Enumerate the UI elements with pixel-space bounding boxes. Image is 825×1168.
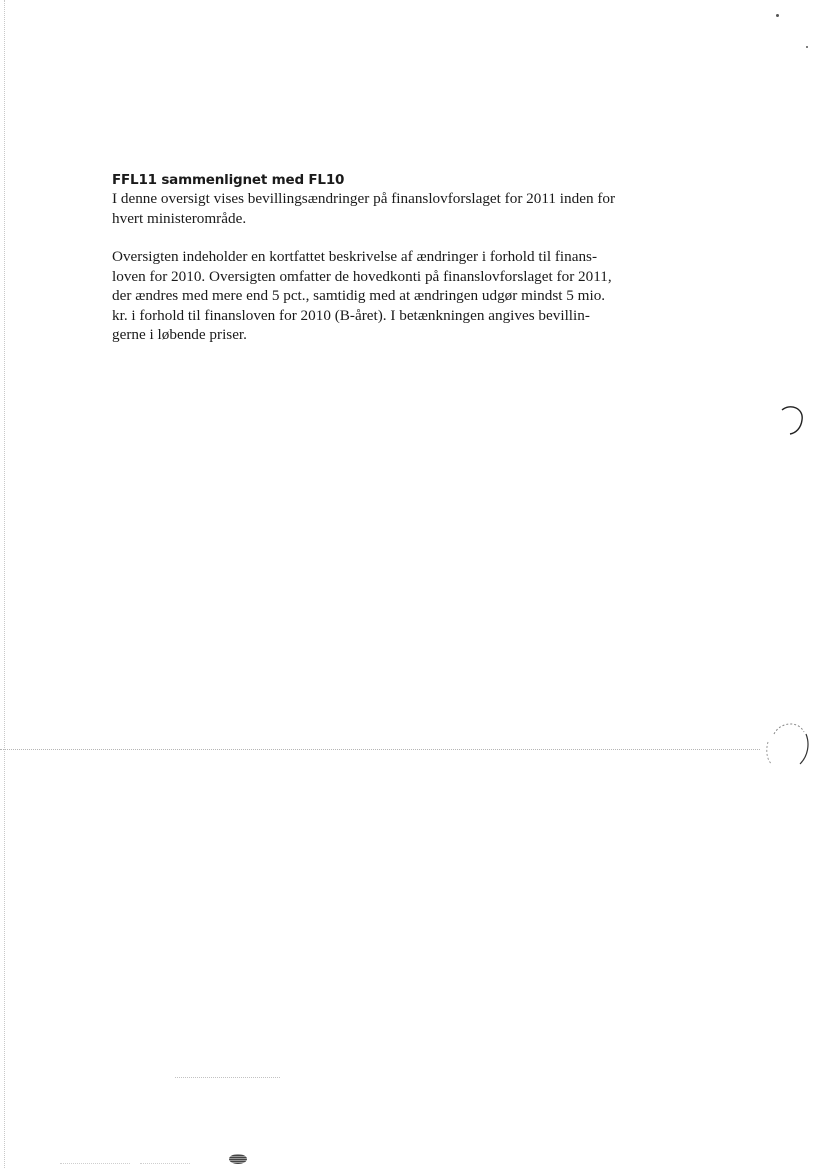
text-line: hvert ministerområde. xyxy=(112,209,247,227)
text-line: gerne i løbende priser. xyxy=(112,326,247,343)
description-paragraph xyxy=(112,247,652,345)
scan-artifact-line xyxy=(140,1163,190,1164)
intro-paragraph xyxy=(112,189,652,228)
scan-artifact-line xyxy=(60,1163,130,1164)
scan-blot xyxy=(229,1154,247,1164)
text-line: kr. i forhold til finansloven for 2010 (B-året). I betænkningen angives bevillin- xyxy=(112,306,590,324)
scan-speck xyxy=(806,46,808,48)
text-line: I denne oversigt vises bevillingsændringer på finanslovforslaget for 2011 inden for xyxy=(112,190,616,207)
text-line: Oversigten indeholder en kortfattet beskrivelse af ændringer i forhold til finans- xyxy=(112,248,598,265)
scan-artifact-line xyxy=(175,1077,280,1078)
scan-edge-line xyxy=(4,0,5,1168)
text-line: loven for 2010. Oversigten omfatter de hovedkonti på finanslovforslaget for 2011, xyxy=(112,267,612,285)
scan-speck xyxy=(776,14,779,17)
text-line: der ændres med mere end 5 pct., samtidig med at ændringen udgør mindst 5 mio. xyxy=(112,287,606,304)
punch-hole-mark xyxy=(778,404,808,438)
document-body xyxy=(112,172,652,345)
section-heading: FFL11 sammenlignet med FL10 xyxy=(112,172,345,188)
fold-line xyxy=(0,749,760,750)
punch-hole-mark xyxy=(760,718,816,768)
